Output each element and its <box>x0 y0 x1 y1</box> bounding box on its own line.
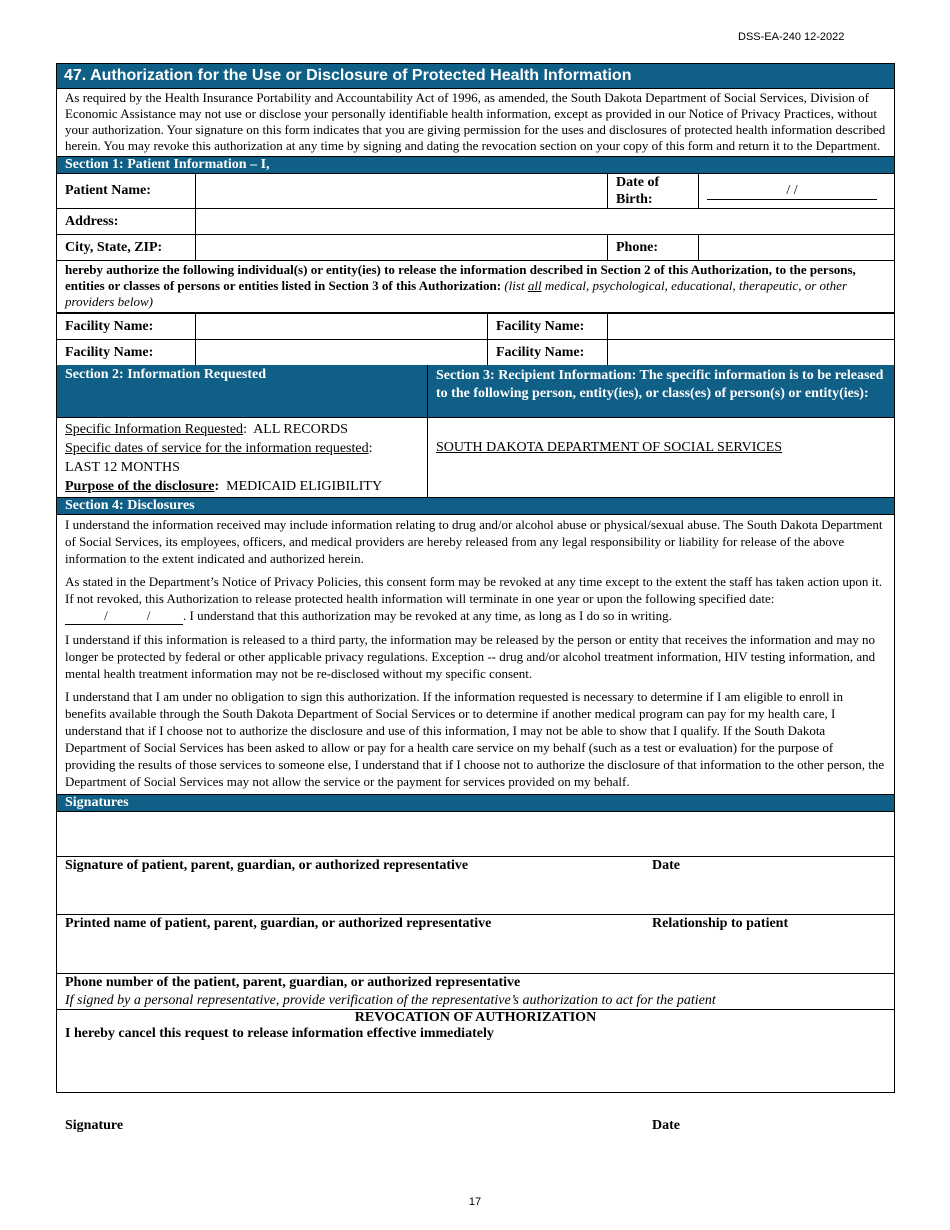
revocation-box[interactable] <box>57 1010 894 1092</box>
authorization-form <box>56 63 895 1093</box>
purpose-label: Purpose of the disclosure <box>65 479 215 494</box>
revocation-signature-label: Signature <box>65 1118 124 1133</box>
section2-3-headings <box>57 365 894 418</box>
section2-body: Specific Information Requested: ALL RECORDS Specific dates of service for the information requested: LAST 12 MONTHS Purpose of the disclosure: MEDICAID ELIGIBILITY <box>57 418 428 497</box>
expiry-date-blank[interactable]: / / <box>65 607 183 625</box>
phone-label: Phone: <box>608 235 699 261</box>
section2-3-body <box>57 418 894 498</box>
phone-field[interactable] <box>699 235 895 261</box>
authorization-italic-pre: (list <box>504 278 528 293</box>
form-title: 47. Authorization for the Use or Disclosure of Protected Health Information <box>57 64 894 89</box>
patient-info-table <box>56 173 895 209</box>
section1-heading: Section 1: Patient Information – I, <box>57 157 894 174</box>
disclosures-text <box>57 515 894 794</box>
facility-table <box>56 313 895 366</box>
patient-name-label: Patient Name: <box>57 174 196 209</box>
disclosure-paragraph-1: I understand the information received may include information relating to drug and/or alcohol abuse or physical/sexual abuse. The South Dakota Department of Social Services, its employees, officers, and medical providers are hereby released from any legal responsibility or liability for release of the above information to the extent indicated and authorized herein. <box>65 517 883 566</box>
facility-label-4: Facility Name: <box>488 340 608 366</box>
facility-field-4[interactable] <box>608 340 895 366</box>
signature-field[interactable] <box>57 812 894 857</box>
signatures-heading: Signatures <box>57 794 894 812</box>
city-table <box>56 234 895 261</box>
relationship-label: Relationship to patient <box>652 916 789 931</box>
facility-field-3[interactable] <box>196 340 488 366</box>
section3-body <box>428 418 894 497</box>
rep-phone-label: Phone number of the patient, parent, guardian, or authorized representative <box>65 975 521 990</box>
disclosure-paragraph-3: I understand if this information is released to a third party, the information may be released by the person or entity that receives the information and may no longer be protected by federal or other applicable privacy regulations. Exception -- drug and/or alcohol treatment information, HIV testing information, and mental health treatment information may not be re-disclosed without my specific consent. <box>65 632 876 681</box>
specific-info-label: Specific Information Requested <box>65 422 244 437</box>
phone-row[interactable] <box>57 974 894 1010</box>
dob-label: Date of Birth: <box>608 174 699 209</box>
authorization-italic-all: all <box>527 278 542 293</box>
disclosure-paragraph-2 <box>65 573 886 625</box>
signatures-block <box>57 812 894 1092</box>
facility-label-1: Facility Name: <box>57 314 196 340</box>
dob-field[interactable] <box>699 174 895 209</box>
signature-date-label: Date <box>652 858 680 873</box>
city-field[interactable] <box>196 235 608 261</box>
section3-heading: Section 3: Recipient Information: The specific information is to be released to the following person, entity(ies), or class(es) of person(s) or entity(ies): <box>428 365 894 417</box>
verification-note: If signed by a personal representative, provide verification of the representative’s authorization to act for the patient <box>65 993 716 1008</box>
authorization-italic-post: medical, psychological, educational, therapeutic, or other providers below) <box>65 278 847 309</box>
address-field[interactable] <box>196 209 895 235</box>
signature-label-row <box>57 857 894 915</box>
section2-heading: Section 2: Information Requested <box>57 365 428 417</box>
form-code: DSS-EA-240 12-2022 <box>738 31 845 43</box>
revocation-date-label: Date <box>652 1118 680 1133</box>
revocation-heading: REVOCATION OF AUTHORIZATION <box>354 1010 597 1025</box>
printed-name-row[interactable] <box>57 915 894 974</box>
facility-field-1[interactable] <box>196 314 488 340</box>
service-dates-label: Specific dates of service for the information requested <box>65 441 369 456</box>
facility-field-2[interactable] <box>608 314 895 340</box>
signature-label: Signature of patient, parent, guardian, or authorized representative <box>65 858 469 873</box>
address-label: Address: <box>57 209 196 235</box>
authorization-bold: hereby authorize the following individual(s) or entity(ies) to release the information described in Section 2 of this Authorization, to the persons, entities or classes of persons or entities listed in Section 3 of this Authorization: <box>65 262 856 293</box>
printed-name-label: Printed name of patient, parent, guardian, or authorized representative <box>65 916 492 931</box>
dob-line: / / <box>707 183 877 200</box>
page-number: 17 <box>468 1196 482 1208</box>
facility-label-3: Facility Name: <box>57 340 196 366</box>
section4-heading: Section 4: Disclosures <box>57 498 894 515</box>
disclosure-p2-post: . I understand that this authorization may be revoked at any time, as long as I do so in writing. <box>183 608 672 623</box>
revocation-text: I hereby cancel this request to release information effective immediately <box>65 1026 494 1041</box>
city-label: City, State, ZIP: <box>57 235 196 261</box>
patient-name-field[interactable] <box>196 174 608 209</box>
specific-info-value[interactable]: ALL RECORDS <box>253 422 348 437</box>
service-dates-value[interactable]: LAST 12 MONTHS <box>65 460 180 475</box>
facility-label-2: Facility Name: <box>488 314 608 340</box>
intro-paragraph: As required by the Health Insurance Portability and Accountability Act of 1996, as amended, the South Dakota Department of Social Services, Division of Economic Assistance may not use or disclose your personally identifiable health information, except as provided in our Notice of Privacy Practices, without your authorization. Your signature on this form indicates that you are giving permission for the uses and disclosures of protected health information described herein. You may revoke this authorization at any time by signing and dating the revocation section on your copy of this form and return it to the Department. <box>57 89 894 157</box>
purpose-value[interactable]: MEDICAID ELIGIBILITY <box>226 479 383 494</box>
disclosure-paragraph-4: I understand that I am under no obligation to sign this authorization. If the information requested is necessary to determine if I am eligible to enroll in benefits available through the South Dakota Department of Social Services or to determine if another medical program can pay for my health care, I understand that if I choose not to authorize the disclosure and use of this information, I may not be able to show that I qualify. If the South Dakota Department of Social Services has been asked to allow or pay for a health care service on my behalf (such as a test or evaluation) for the purpose of providing the results of those services to someone else, I understand that if I choose not to authorize the disclosure of that information to the other person, the Department of Social Services may not allow the service or the payment for services provided on my behalf. <box>65 689 885 789</box>
address-table <box>56 208 895 235</box>
authorization-statement <box>57 260 894 313</box>
recipient-value[interactable]: SOUTH DAKOTA DEPARTMENT OF SOCIAL SERVICES <box>436 440 783 455</box>
disclosure-p2-text: As stated in the Department’s Notice of Privacy Policies, this consent form may be revoked at any time except to the extent the staff has taken action upon it. If not revoked, this Authorization to release protected health information will terminate in one year or upon the following specified date: <box>65 574 883 606</box>
